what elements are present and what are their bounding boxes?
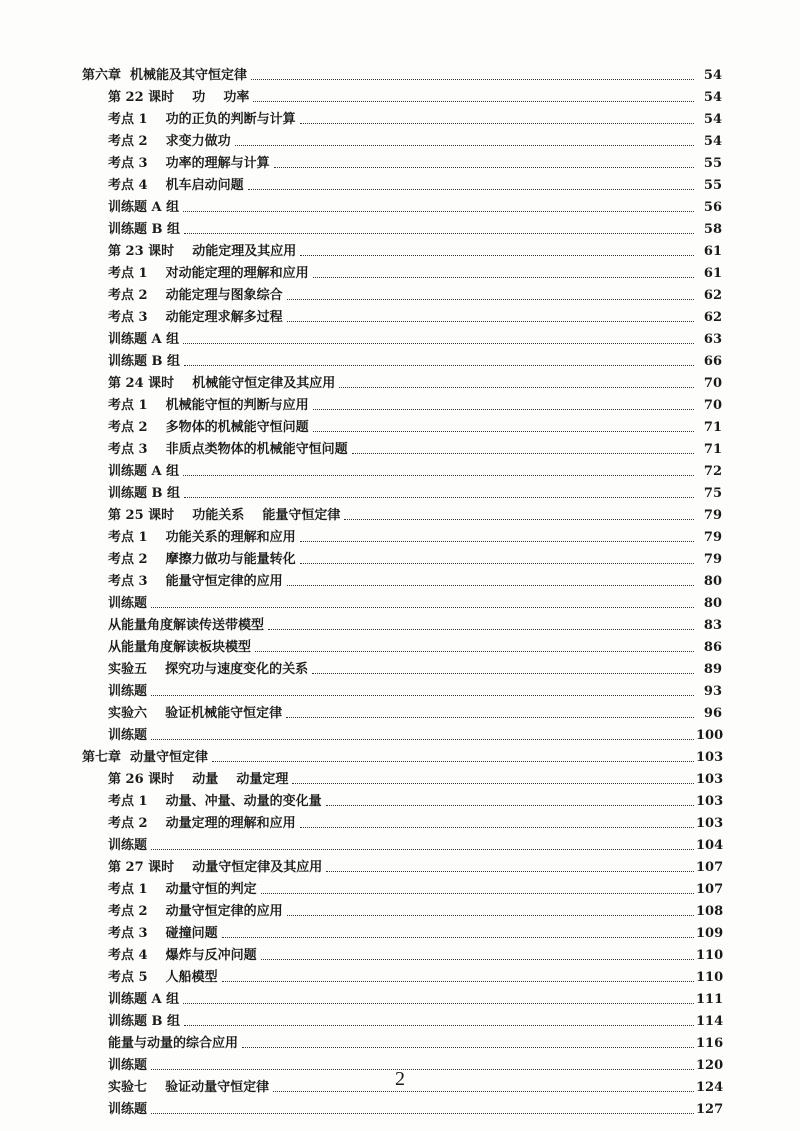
toc-lesson xyxy=(0,84,800,106)
toc-entry xyxy=(0,986,800,1008)
dot-leader xyxy=(300,827,694,828)
toc-entry xyxy=(0,260,800,282)
toc-entry-page: 103 xyxy=(696,750,724,765)
toc-entry-page: 93 xyxy=(703,684,722,699)
toc-entry-page: 100 xyxy=(696,728,724,743)
toc-entry-label: 第七章 动量守恒定律 xyxy=(82,750,209,765)
dot-leader xyxy=(248,189,694,190)
toc-entry-label: 实验六 验证机械能守恒定律 xyxy=(108,706,283,721)
toc-entry-page: 70 xyxy=(703,376,722,391)
toc-entry-page: 103 xyxy=(696,772,724,787)
toc-entry xyxy=(0,546,800,568)
toc-entry-page: 79 xyxy=(703,530,722,545)
toc-entry-page: 89 xyxy=(703,662,722,677)
toc-entry-label: 考点 3 功率的理解与计算 xyxy=(108,156,270,171)
toc-entry-label: 训练题 B 组 xyxy=(108,354,181,369)
toc-entry-label: 考点 2 求变力做功 xyxy=(108,134,231,149)
toc-entry-label: 第 22 课时 功 功率 xyxy=(108,90,250,105)
toc-entry-label: 训练题 xyxy=(108,728,148,743)
toc-entry-label: 训练题 xyxy=(108,1058,148,1073)
toc-entry-label: 考点 1 功能关系的理解和应用 xyxy=(108,530,296,545)
toc-entry-label: 考点 5 人船模型 xyxy=(108,970,218,985)
dot-leader xyxy=(251,79,694,80)
toc-entry-page: 55 xyxy=(703,156,722,171)
toc-entry-page: 124 xyxy=(696,1080,724,1095)
toc-entry-label: 考点 2 动量守恒定律的应用 xyxy=(108,904,283,919)
dot-leader xyxy=(222,937,694,938)
dot-leader xyxy=(261,959,694,960)
toc-entry-page: 127 xyxy=(696,1102,724,1117)
toc-entry xyxy=(0,150,800,172)
toc-entry-label: 第 26 课时 动量 动量定理 xyxy=(108,772,289,787)
dot-leader xyxy=(300,563,694,564)
toc-entry-label: 考点 4 机车启动问题 xyxy=(108,178,244,193)
dot-leader xyxy=(339,387,694,388)
toc-entry-page: 120 xyxy=(696,1058,724,1073)
toc-entry-label: 考点 3 能量守恒定律的应用 xyxy=(108,574,283,589)
toc-entry-page: 111 xyxy=(696,992,724,1007)
dot-leader xyxy=(313,277,694,278)
toc-entry-label: 第 25 课时 功能关系 能量守恒定律 xyxy=(108,508,341,523)
toc-entry-label: 第 27 课时 动量守恒定律及其应用 xyxy=(108,860,323,875)
toc-entry xyxy=(0,1008,800,1030)
toc-entry xyxy=(0,414,800,436)
dot-leader xyxy=(286,717,694,718)
toc-entry xyxy=(0,920,800,942)
dot-leader xyxy=(183,343,694,344)
toc-entry-label: 训练题 B 组 xyxy=(108,486,181,501)
toc-entry xyxy=(0,1030,800,1052)
toc-entry-label: 从能量角度解读板块模型 xyxy=(108,640,252,655)
toc-entry-label: 考点 2 动量定理的理解和应用 xyxy=(108,816,296,831)
toc-entry-page: 103 xyxy=(696,816,724,831)
toc-entry-page: 55 xyxy=(703,178,722,193)
dot-leader xyxy=(312,673,694,674)
toc-entry-page: 54 xyxy=(703,112,722,127)
toc-entry xyxy=(0,436,800,458)
toc-entry-label: 考点 1 动量、冲量、动量的变化量 xyxy=(108,794,322,809)
toc-entry-page: 116 xyxy=(696,1036,724,1051)
toc-entry xyxy=(0,106,800,128)
toc-entry-page: 71 xyxy=(703,420,722,435)
toc-entry-label: 考点 1 功的正负的判断与计算 xyxy=(108,112,296,127)
toc-entry-label: 训练题 A 组 xyxy=(108,464,180,479)
toc-entry-label: 考点 2 多物体的机械能守恒问题 xyxy=(108,420,309,435)
toc-entry-label: 训练题 B 组 xyxy=(108,1014,181,1029)
toc-entry-page: 107 xyxy=(696,882,724,897)
toc-entry-label: 训练题 xyxy=(108,1102,148,1117)
toc-entry xyxy=(0,216,800,238)
toc-entry-page: 61 xyxy=(703,266,722,281)
dot-leader xyxy=(292,783,694,784)
toc-lesson xyxy=(0,766,800,788)
dot-leader xyxy=(300,541,694,542)
toc-entry-label: 考点 2 动能定理与图象综合 xyxy=(108,288,283,303)
toc-entry xyxy=(0,876,800,898)
toc-entry-label: 第 24 课时 机械能守恒定律及其应用 xyxy=(108,376,336,391)
dot-leader xyxy=(300,255,694,256)
toc-entry-page: 62 xyxy=(703,288,722,303)
toc-entry-page: 63 xyxy=(703,332,722,347)
toc-entry-page: 79 xyxy=(703,508,722,523)
dot-leader xyxy=(287,321,694,322)
toc-entry-page: 86 xyxy=(703,640,722,655)
dot-leader xyxy=(222,981,694,982)
toc-entry-label: 训练题 xyxy=(108,684,148,699)
toc-entry xyxy=(0,348,800,370)
dot-leader xyxy=(268,629,694,630)
dot-leader xyxy=(274,167,694,168)
toc-entry xyxy=(0,678,800,700)
dot-leader xyxy=(344,519,694,520)
toc-entry-label: 考点 1 对动能定理的理解和应用 xyxy=(108,266,309,281)
toc-entry xyxy=(0,480,800,502)
toc-entry xyxy=(0,612,800,634)
dot-leader xyxy=(151,849,694,850)
dot-leader xyxy=(352,453,694,454)
toc-entry-label: 实验七 验证动量守恒定律 xyxy=(108,1080,270,1095)
dot-leader xyxy=(326,805,694,806)
toc-entry-page: 80 xyxy=(703,574,722,589)
toc-entry-page: 61 xyxy=(703,244,722,259)
toc-entry-label: 考点 3 碰撞问题 xyxy=(108,926,218,941)
dot-leader xyxy=(253,101,694,102)
toc-entry xyxy=(0,326,800,348)
toc-entry-label: 训练题 A 组 xyxy=(108,332,180,347)
toc-entry xyxy=(0,568,800,590)
toc-entry-label: 考点 3 动能定理求解多过程 xyxy=(108,310,283,325)
dot-leader xyxy=(273,1091,694,1092)
toc-entry-label: 训练题 A 组 xyxy=(108,992,180,1007)
toc-entry xyxy=(0,1096,800,1118)
toc-lesson xyxy=(0,854,800,876)
toc-chapter xyxy=(0,62,800,84)
toc-entry-label: 训练题 A 组 xyxy=(108,200,180,215)
toc-entry xyxy=(0,656,800,678)
toc-entry xyxy=(0,788,800,810)
dot-leader xyxy=(242,1047,694,1048)
toc-entry xyxy=(0,392,800,414)
toc-entry-page: 83 xyxy=(703,618,722,633)
dot-leader xyxy=(151,1113,694,1114)
dot-leader xyxy=(151,607,694,608)
toc-entry-page: 54 xyxy=(703,90,722,105)
toc-entry-label: 训练题 xyxy=(108,838,148,853)
toc-entry-page: 107 xyxy=(696,860,724,875)
toc-entry xyxy=(0,524,800,546)
toc-entry-label: 第六章 机械能及其守恒定律 xyxy=(82,68,248,83)
toc-entry xyxy=(0,282,800,304)
toc-entry xyxy=(0,128,800,150)
toc-entry-label: 考点 3 非质点类物体的机械能守恒问题 xyxy=(108,442,348,457)
toc-entry xyxy=(0,304,800,326)
dot-leader xyxy=(184,365,694,366)
toc-entry-page: 108 xyxy=(696,904,724,919)
toc-entry xyxy=(0,700,800,722)
toc-entry xyxy=(0,810,800,832)
toc-entry-page: 114 xyxy=(696,1014,724,1029)
toc-entry xyxy=(0,964,800,986)
dot-leader xyxy=(287,585,694,586)
dot-leader xyxy=(255,651,694,652)
toc-lesson xyxy=(0,502,800,524)
toc-entry xyxy=(0,942,800,964)
toc-entry-page: 54 xyxy=(703,68,722,83)
toc-entry-label: 能量与动量的综合应用 xyxy=(108,1036,239,1051)
toc-entry-label: 实验五 探究功与速度变化的关系 xyxy=(108,662,309,677)
dot-leader xyxy=(313,409,694,410)
table-of-contents xyxy=(0,62,800,1118)
toc-entry-page: 75 xyxy=(703,486,722,501)
toc-entry-page: 71 xyxy=(703,442,722,457)
toc-entry-page: 62 xyxy=(703,310,722,325)
toc-entry xyxy=(0,898,800,920)
toc-lesson xyxy=(0,370,800,392)
toc-entry-label: 考点 1 机械能守恒的判断与应用 xyxy=(108,398,309,413)
toc-entry-page: 110 xyxy=(696,970,724,985)
toc-entry-page: 58 xyxy=(703,222,722,237)
dot-leader xyxy=(183,211,694,212)
toc-entry-page: 66 xyxy=(703,354,722,369)
dot-leader xyxy=(287,915,694,916)
dot-leader xyxy=(183,475,694,476)
toc-entry xyxy=(0,172,800,194)
toc-entry xyxy=(0,590,800,612)
toc-entry-page: 109 xyxy=(696,926,724,941)
toc-entry-page: 72 xyxy=(703,464,722,479)
toc-entry-page: 54 xyxy=(703,134,722,149)
dot-leader xyxy=(300,123,694,124)
dot-leader xyxy=(235,145,694,146)
toc-entry xyxy=(0,194,800,216)
dot-leader xyxy=(261,893,694,894)
dot-leader xyxy=(212,761,694,762)
toc-entry-page: 80 xyxy=(703,596,722,611)
toc-entry-page: 104 xyxy=(696,838,724,853)
toc-entry-page: 79 xyxy=(703,552,722,567)
dot-leader xyxy=(184,233,694,234)
toc-chapter xyxy=(0,744,800,766)
toc-entry-page: 110 xyxy=(696,948,724,963)
dot-leader xyxy=(313,431,694,432)
dot-leader xyxy=(151,695,694,696)
dot-leader xyxy=(183,1003,694,1004)
dot-leader xyxy=(326,871,694,872)
dot-leader xyxy=(287,299,694,300)
toc-entry-label: 考点 2 摩擦力做功与能量转化 xyxy=(108,552,296,567)
toc-entry xyxy=(0,634,800,656)
toc-entry-label: 训练题 xyxy=(108,596,148,611)
dot-leader xyxy=(151,739,694,740)
toc-entry-label: 从能量角度解读传送带模型 xyxy=(108,618,265,633)
toc-entry-page: 103 xyxy=(696,794,724,809)
toc-entry-page: 70 xyxy=(703,398,722,413)
toc-entry-page: 56 xyxy=(703,200,722,215)
toc-entry-label: 第 23 课时 动能定理及其应用 xyxy=(108,244,297,259)
toc-entry xyxy=(0,832,800,854)
toc-entry-label: 考点 1 动量守恒的判定 xyxy=(108,882,257,897)
toc-lesson xyxy=(0,238,800,260)
toc-entry xyxy=(0,458,800,480)
dot-leader xyxy=(184,497,694,498)
toc-entry-label: 考点 4 爆炸与反冲问题 xyxy=(108,948,257,963)
toc-entry-page: 96 xyxy=(703,706,722,721)
toc-entry xyxy=(0,722,800,744)
toc-entry-label: 训练题 B 组 xyxy=(108,222,181,237)
page-number: 2 xyxy=(395,1068,405,1090)
dot-leader xyxy=(184,1025,694,1026)
